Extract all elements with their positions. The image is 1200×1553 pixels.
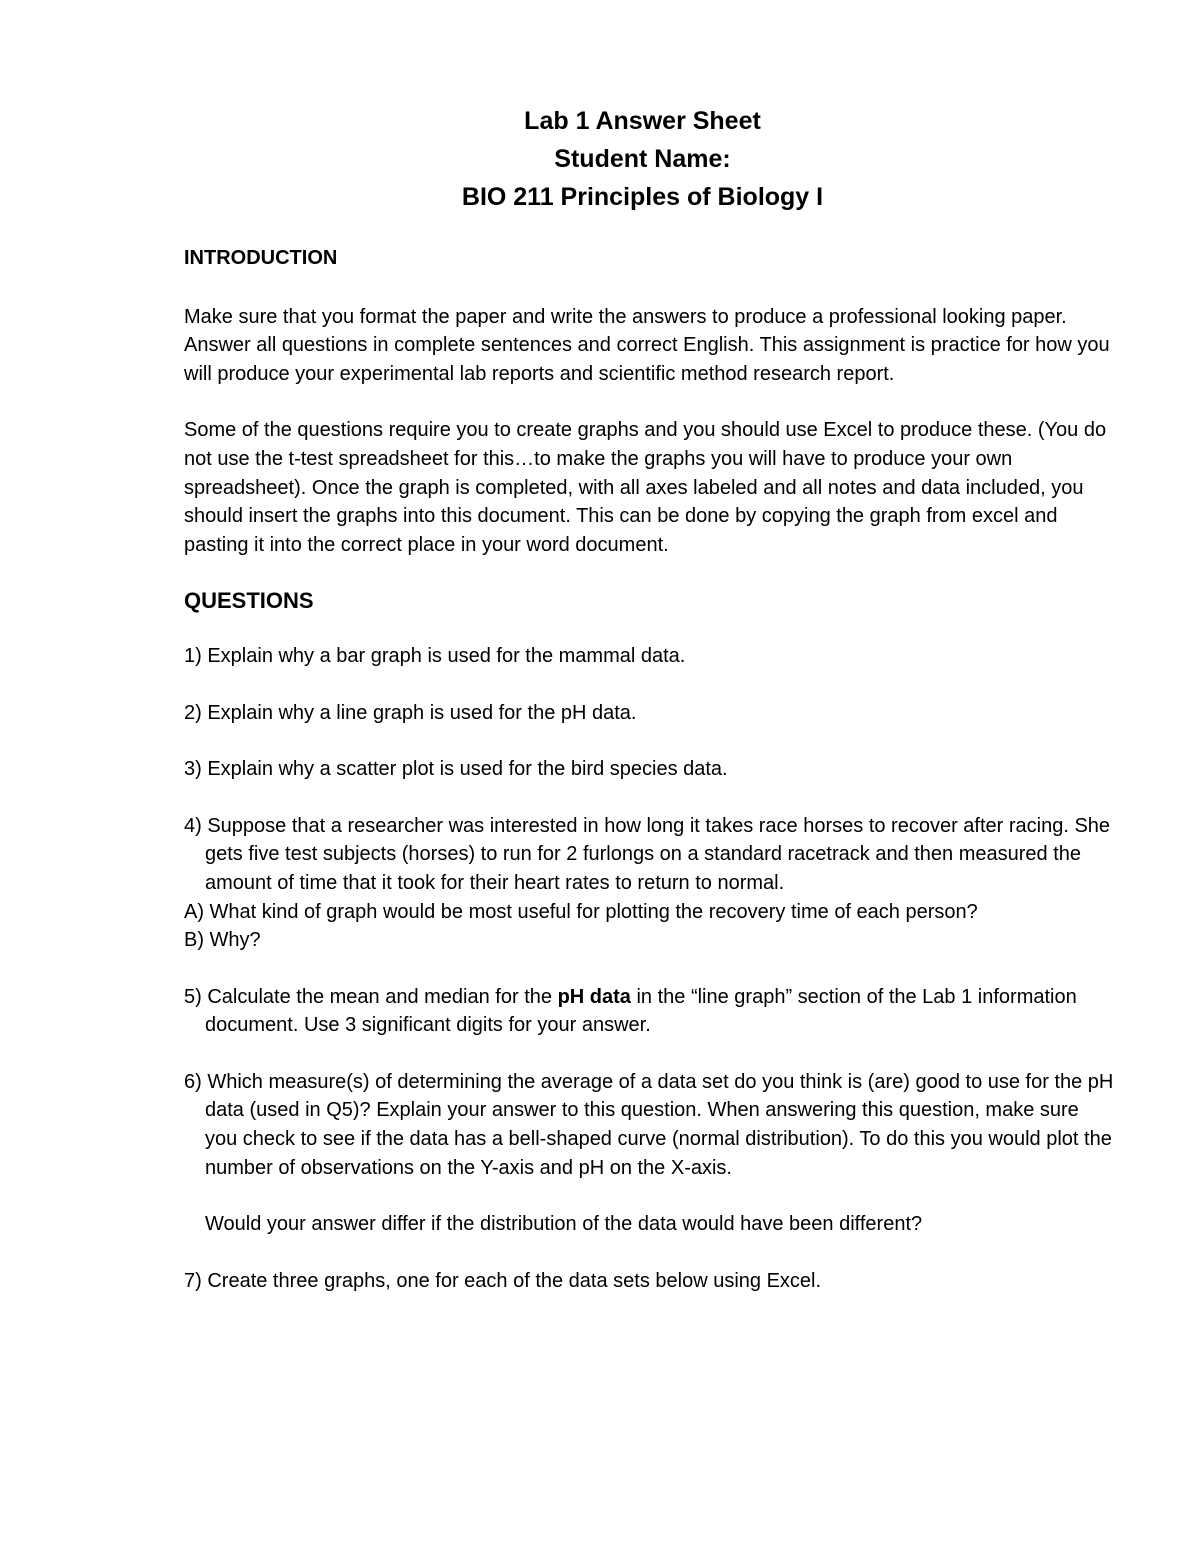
questions-heading: QUESTIONS <box>184 588 314 614</box>
question-1: 1) Explain why a bar graph is used for the mammal data. <box>184 644 686 667</box>
question-4-part-b: B) Why? <box>184 929 261 952</box>
question-5 <box>184 983 1114 1040</box>
document-body <box>184 244 1114 1323</box>
question-5-text-end: in the “line graph” section of the Lab 1 information document. Use 3 significant digits for your answer. <box>205 985 1077 1037</box>
title-block <box>0 102 1200 216</box>
question-4 <box>184 812 1114 955</box>
question-3: 3) Explain why a scatter plot is used for the bird species data. <box>184 758 728 781</box>
intro-paragraph-2: Some of the questions require you to create graphs and you should use Excel to produce these. (You do not use the t-test spreadsheet for this…to make the graphs you will have to produce your own spreadsheet). Once the graph is completed, with all axes labeled and all notes and data included, you should insert the graphs into this document. This can be done by copying the graph from excel and pasting it into the correct place in your word document. <box>184 419 1107 556</box>
intro-paragraph-1: Make sure that you format the paper and write the answers to produce a professional looking paper. Answer all questions in complete sentences and correct English. This assignment is practice for how you will produce your experimental lab reports and scientific method research report. <box>184 305 1110 385</box>
student-name-label: Student Name: <box>554 145 731 173</box>
question-6: 6) Which measure(s) of determining the average of a data set do you think is (are) good to use for the pH data (used in Q5)? Explain your answer to this question. When answering this question, make sure you check to see if the data has a bell-shaped curve (normal distribution). To do this you would plot the number of observations on the Y-axis and pH on the X-axis. <box>184 1070 1114 1179</box>
question-6-follow-up: Would your answer differ if the distribution of the data would have been different? <box>205 1213 923 1236</box>
introduction-heading: INTRODUCTION <box>184 247 338 269</box>
question-4-text: 4) Suppose that a researcher was interested in how long it takes race horses to recover after racing. She gets five test subjects (horses) to run for 2 furlongs on a standard racetrack and then measured the amount of time that it took for their heart rates to return to normal. <box>184 814 1111 894</box>
question-4-part-a: A) What kind of graph would be most useful for plotting the recovery time of each person? <box>184 900 978 923</box>
question-2: 2) Explain why a line graph is used for the pH data. <box>184 701 637 724</box>
question-5-text-start: 5) Calculate the mean and median for the <box>184 985 558 1008</box>
question-5-bold-term: pH data <box>557 985 631 1008</box>
course-title: BIO 211 Principles of Biology I <box>461 183 824 211</box>
document-title: Lab 1 Answer Sheet <box>524 107 761 135</box>
question-7: 7) Create three graphs, one for each of the data sets below using Excel. <box>184 1269 822 1292</box>
